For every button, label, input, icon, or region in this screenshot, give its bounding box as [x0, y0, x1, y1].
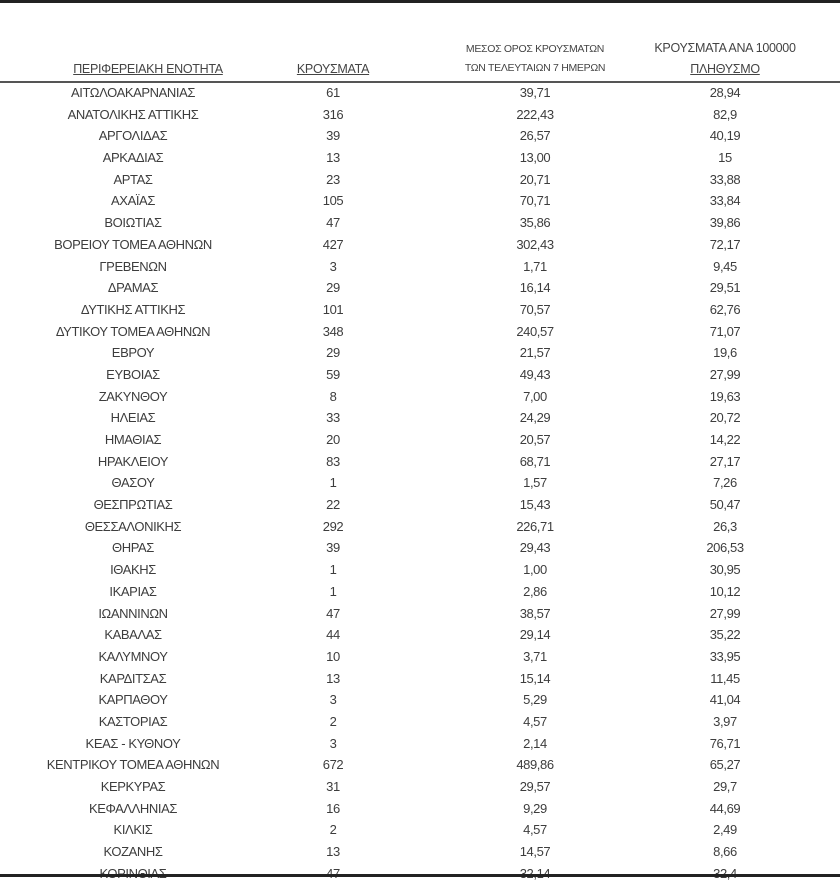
cell-per100k: 27,99	[709, 605, 741, 621]
cell-avg7: 70,57	[519, 301, 551, 317]
table-row	[0, 342, 840, 364]
cell-avg7: 302,43	[516, 236, 554, 252]
cell-avg7: 5,29	[523, 692, 547, 708]
cell-cases: 20	[326, 432, 340, 447]
cell-per100k: 29,7	[713, 779, 737, 794]
cell-avg7: 68,71	[519, 453, 551, 469]
cell-cases: 1	[329, 475, 337, 491]
cell-avg7: 2,14	[523, 735, 547, 751]
cell-avg7: 2,86	[523, 583, 547, 599]
table-row	[0, 277, 840, 299]
cell-avg7: 222,43	[516, 106, 554, 122]
cell-avg7: 70,71	[519, 193, 551, 209]
cell-per100k: 27,99	[709, 366, 741, 382]
cell-avg7: 13,00	[519, 150, 551, 166]
cell-avg7: 35,86	[519, 215, 551, 231]
cell-region: ΚΑΡΔΙΤΣΑΣ	[99, 670, 167, 686]
cell-region: ΑΡΓΟΛΙΔΑΣ	[98, 128, 168, 144]
bottom-rule	[0, 874, 840, 877]
table-row	[0, 754, 840, 776]
table-row	[0, 429, 840, 451]
cell-avg7: 29,57	[519, 779, 551, 794]
cell-avg7: 1,00	[523, 562, 547, 578]
cell-per100k: 206,53	[706, 540, 744, 556]
cell-region: ΘΗΡΑΣ	[112, 540, 154, 556]
header-cases: ΚΡΟΥΣΜΑΤΑ	[296, 62, 370, 76]
cell-cases: 292	[322, 518, 344, 534]
cell-region: ΚΕΝΤΡΙΚΟΥ ΤΟΜΕΑ ΑΘΗΝΩΝ	[46, 757, 220, 773]
cell-region: ΑΡΤΑΣ	[113, 171, 153, 187]
table-header	[0, 38, 840, 80]
table-row	[0, 82, 840, 104]
cell-region: ΚΑΣΤΟΡΙΑΣ	[98, 713, 168, 729]
cell-region: ΖΑΚΥΝΘΟΥ	[98, 388, 168, 404]
cell-avg7: 15,14	[519, 670, 551, 686]
cell-region: ΗΜΑΘΙΑΣ	[104, 432, 162, 447]
cell-per100k: 7,26	[713, 475, 737, 491]
cell-region: ΔΡΑΜΑΣ	[107, 280, 159, 296]
cell-region: ΘΑΣΟΥ	[111, 475, 155, 491]
cell-avg7: 3,71	[523, 648, 547, 664]
table-row	[0, 299, 840, 321]
cell-avg7: 1,57	[523, 475, 547, 491]
table-row	[0, 234, 840, 256]
cell-region: ΗΡΑΚΛΕΙΟΥ	[97, 453, 169, 469]
cell-cases: 22	[326, 497, 340, 513]
table-row	[0, 364, 840, 386]
table-row	[0, 689, 840, 711]
cell-region: ΚΑΒΑΛΑΣ	[104, 627, 162, 643]
table-row	[0, 646, 840, 668]
cell-per100k: 14,22	[709, 432, 741, 447]
cell-cases: 44	[326, 627, 340, 643]
cell-region: ΓΡΕΒΕΝΩΝ	[99, 258, 167, 274]
cell-region: ΙΘΑΚΗΣ	[110, 562, 156, 578]
cell-region: ΚΕΑΣ - ΚΥΘΝΟΥ	[85, 735, 181, 751]
cell-avg7: 1,71	[523, 258, 547, 274]
cell-cases: 3	[329, 258, 337, 274]
cell-region: ΕΥΒΟΙΑΣ	[106, 366, 160, 382]
cell-per100k: 82,9	[713, 106, 737, 122]
cell-avg7: 9,29	[523, 800, 547, 816]
cell-per100k: 65,27	[709, 757, 741, 773]
cell-cases: 47	[326, 215, 340, 231]
cell-cases: 8	[329, 388, 337, 404]
cell-region: ΗΛΕΙΑΣ	[110, 410, 156, 426]
cell-region: ΚΑΡΠΑΘΟΥ	[98, 692, 168, 708]
cell-per100k: 19,6	[713, 345, 737, 361]
cell-cases: 29	[326, 345, 340, 361]
cell-per100k: 8,66	[713, 844, 737, 860]
header-per100k	[630, 38, 820, 80]
header-per100k-line2: ΠΛΗΘΥΣΜΟ	[690, 62, 760, 76]
header-avg7-line1: ΜΕΣΟΣ ΟΡΟΣ ΚΡΟΥΣΜΑΤΩΝ	[465, 43, 605, 55]
table-row	[0, 624, 840, 646]
cell-cases: 2	[329, 822, 337, 838]
cell-avg7: 21,57	[519, 345, 551, 361]
header-region: ΠΕΡΙΦΕΡΕΙΑΚΗ ΕΝΟΤΗΤΑ	[73, 62, 223, 76]
cell-cases: 3	[329, 692, 337, 708]
cell-region: ΚΕΡΚΥΡΑΣ	[100, 779, 166, 794]
cell-cases: 427	[322, 236, 344, 252]
table-row	[0, 516, 840, 538]
header-per100k-line1: ΚΡΟΥΣΜΑΤΑ ΑΝΑ 100000	[654, 41, 796, 55]
cell-per100k: 27,17	[709, 453, 741, 469]
cell-cases: 2	[329, 713, 337, 729]
cell-avg7: 240,57	[516, 323, 554, 339]
cell-avg7: 26,57	[519, 128, 551, 144]
cell-avg7: 15,43	[519, 497, 551, 513]
table-row	[0, 841, 840, 863]
table-row	[0, 125, 840, 147]
cell-per100k: 9,45	[713, 258, 737, 274]
cell-avg7: 7,00	[523, 388, 547, 404]
cell-region: ΙΚΑΡΙΑΣ	[109, 583, 157, 599]
cell-avg7: 29,14	[519, 627, 551, 643]
cell-cases: 47	[326, 605, 340, 621]
cell-region: ΚΕΦΑΛΛΗΝΙΑΣ	[88, 800, 178, 816]
table-row	[0, 776, 840, 798]
cell-cases: 101	[322, 301, 344, 317]
table-body	[0, 82, 840, 884]
table-row	[0, 537, 840, 559]
cell-per100k: 30,95	[709, 562, 741, 578]
cell-cases: 33	[326, 410, 340, 426]
cell-region: ΑΡΚΑΔΙΑΣ	[102, 150, 164, 166]
header-avg7-line2: ΤΩΝ ΤΕΛΕΥΤΑΙΩΝ 7 ΗΜΕΡΩΝ	[464, 62, 606, 74]
cell-avg7: 39,71	[519, 85, 551, 100]
table-row	[0, 169, 840, 191]
cell-per100k: 50,47	[709, 497, 741, 513]
cell-region: ΚΟΖΑΝΗΣ	[103, 844, 163, 860]
cell-region: ΒΟΡΕΙΟΥ ΤΟΜΕΑ ΑΘΗΝΩΝ	[54, 236, 212, 252]
cell-per100k: 62,76	[709, 301, 741, 317]
table-row	[0, 147, 840, 169]
cell-per100k: 35,22	[709, 627, 741, 643]
table-row	[0, 451, 840, 473]
cell-region: ΑΙΤΩΛΟΑΚΑΡΝΑΝΙΑΣ	[70, 85, 196, 100]
table-row	[0, 819, 840, 841]
cell-cases: 1	[329, 562, 337, 578]
cell-cases: 105	[322, 193, 344, 209]
cell-region: ΑΧΑΪΑΣ	[111, 193, 155, 209]
cell-per100k: 28,94	[709, 85, 741, 100]
table-row	[0, 256, 840, 278]
cell-avg7: 14,57	[519, 844, 551, 860]
cell-cases: 672	[322, 757, 344, 773]
table-row	[0, 581, 840, 603]
cell-avg7: 38,57	[519, 605, 551, 621]
cell-per100k: 2,49	[713, 822, 737, 838]
cell-cases: 59	[326, 366, 340, 382]
table-row	[0, 559, 840, 581]
cell-cases: 3	[329, 735, 337, 751]
cell-cases: 13	[326, 844, 340, 860]
cell-region: ΔΥΤΙΚΟΥ ΤΟΜΕΑ ΑΘΗΝΩΝ	[55, 323, 211, 339]
cell-cases: 29	[326, 280, 340, 296]
cell-cases: 316	[322, 106, 344, 122]
cell-per100k: 19,63	[709, 388, 741, 404]
cell-region: ΚΑΛΥΜΝΟΥ	[98, 648, 168, 664]
cell-per100k: 40,19	[709, 128, 741, 144]
cell-per100k: 41,04	[709, 692, 741, 708]
cell-cases: 13	[326, 150, 340, 166]
cell-avg7: 20,71	[519, 171, 551, 187]
cell-per100k: 20,72	[709, 410, 741, 426]
cell-cases: 39	[326, 540, 340, 556]
cell-region: ΕΒΡΟΥ	[111, 345, 155, 361]
table-row	[0, 494, 840, 516]
cell-cases: 348	[322, 323, 344, 339]
cell-per100k: 33,88	[709, 171, 741, 187]
cell-cases: 83	[326, 453, 340, 469]
table-row	[0, 321, 840, 343]
cell-avg7: 49,43	[519, 366, 551, 382]
table-row	[0, 104, 840, 126]
cell-per100k: 33,84	[709, 193, 741, 209]
top-rule	[0, 0, 840, 3]
cell-avg7: 4,57	[523, 822, 547, 838]
table-row	[0, 212, 840, 234]
cell-avg7: 24,29	[519, 410, 551, 426]
cell-cases: 10	[326, 648, 340, 664]
cell-avg7: 29,43	[519, 540, 551, 556]
cell-per100k: 11,45	[710, 670, 740, 686]
cell-avg7: 20,57	[519, 432, 551, 447]
cell-per100k: 72,17	[709, 236, 741, 252]
table-row	[0, 190, 840, 212]
cell-region: ΒΟΙΩΤΙΑΣ	[104, 215, 162, 231]
cell-per100k: 33,95	[709, 648, 741, 664]
cell-cases: 13	[326, 670, 340, 686]
cell-avg7: 4,57	[523, 713, 547, 729]
table-row	[0, 711, 840, 733]
cell-cases: 16	[326, 800, 340, 816]
cell-per100k: 44,69	[709, 800, 741, 816]
cell-region: ΚΙΛΚΙΣ	[113, 822, 153, 838]
table-row	[0, 668, 840, 690]
cell-region: ΘΕΣΠΡΩΤΙΑΣ	[93, 497, 173, 513]
cell-region: ΑΝΑΤΟΛΙΚΗΣ ΑΤΤΙΚΗΣ	[67, 106, 199, 122]
cell-avg7: 489,86	[516, 757, 554, 773]
cell-per100k: 76,71	[709, 735, 741, 751]
header-avg7	[430, 40, 640, 78]
cell-region: ΙΩΑΝΝΙΝΩΝ	[98, 605, 168, 621]
cell-avg7: 16,14	[519, 280, 551, 296]
table-row	[0, 472, 840, 494]
cell-per100k: 29,51	[709, 280, 741, 296]
cell-region: ΔΥΤΙΚΗΣ ΑΤΤΙΚΗΣ	[80, 301, 186, 317]
table-row	[0, 386, 840, 408]
cell-cases: 61	[326, 85, 340, 100]
cell-per100k: 15	[718, 150, 732, 166]
table-row	[0, 798, 840, 820]
cell-per100k: 71,07	[709, 323, 741, 339]
cell-cases: 31	[326, 779, 340, 794]
table-row	[0, 407, 840, 429]
cell-region: ΘΕΣΣΑΛΟΝΙΚΗΣ	[84, 518, 182, 534]
cell-cases: 23	[326, 171, 340, 187]
table-row	[0, 733, 840, 755]
cell-per100k: 10,12	[709, 583, 741, 599]
cell-avg7: 226,71	[516, 518, 554, 534]
cell-per100k: 39,86	[709, 215, 741, 231]
cell-per100k: 26,3	[713, 518, 737, 534]
cell-cases: 39	[326, 128, 340, 144]
cell-per100k: 3,97	[713, 713, 737, 729]
table-row	[0, 603, 840, 625]
cell-cases: 1	[329, 583, 337, 599]
